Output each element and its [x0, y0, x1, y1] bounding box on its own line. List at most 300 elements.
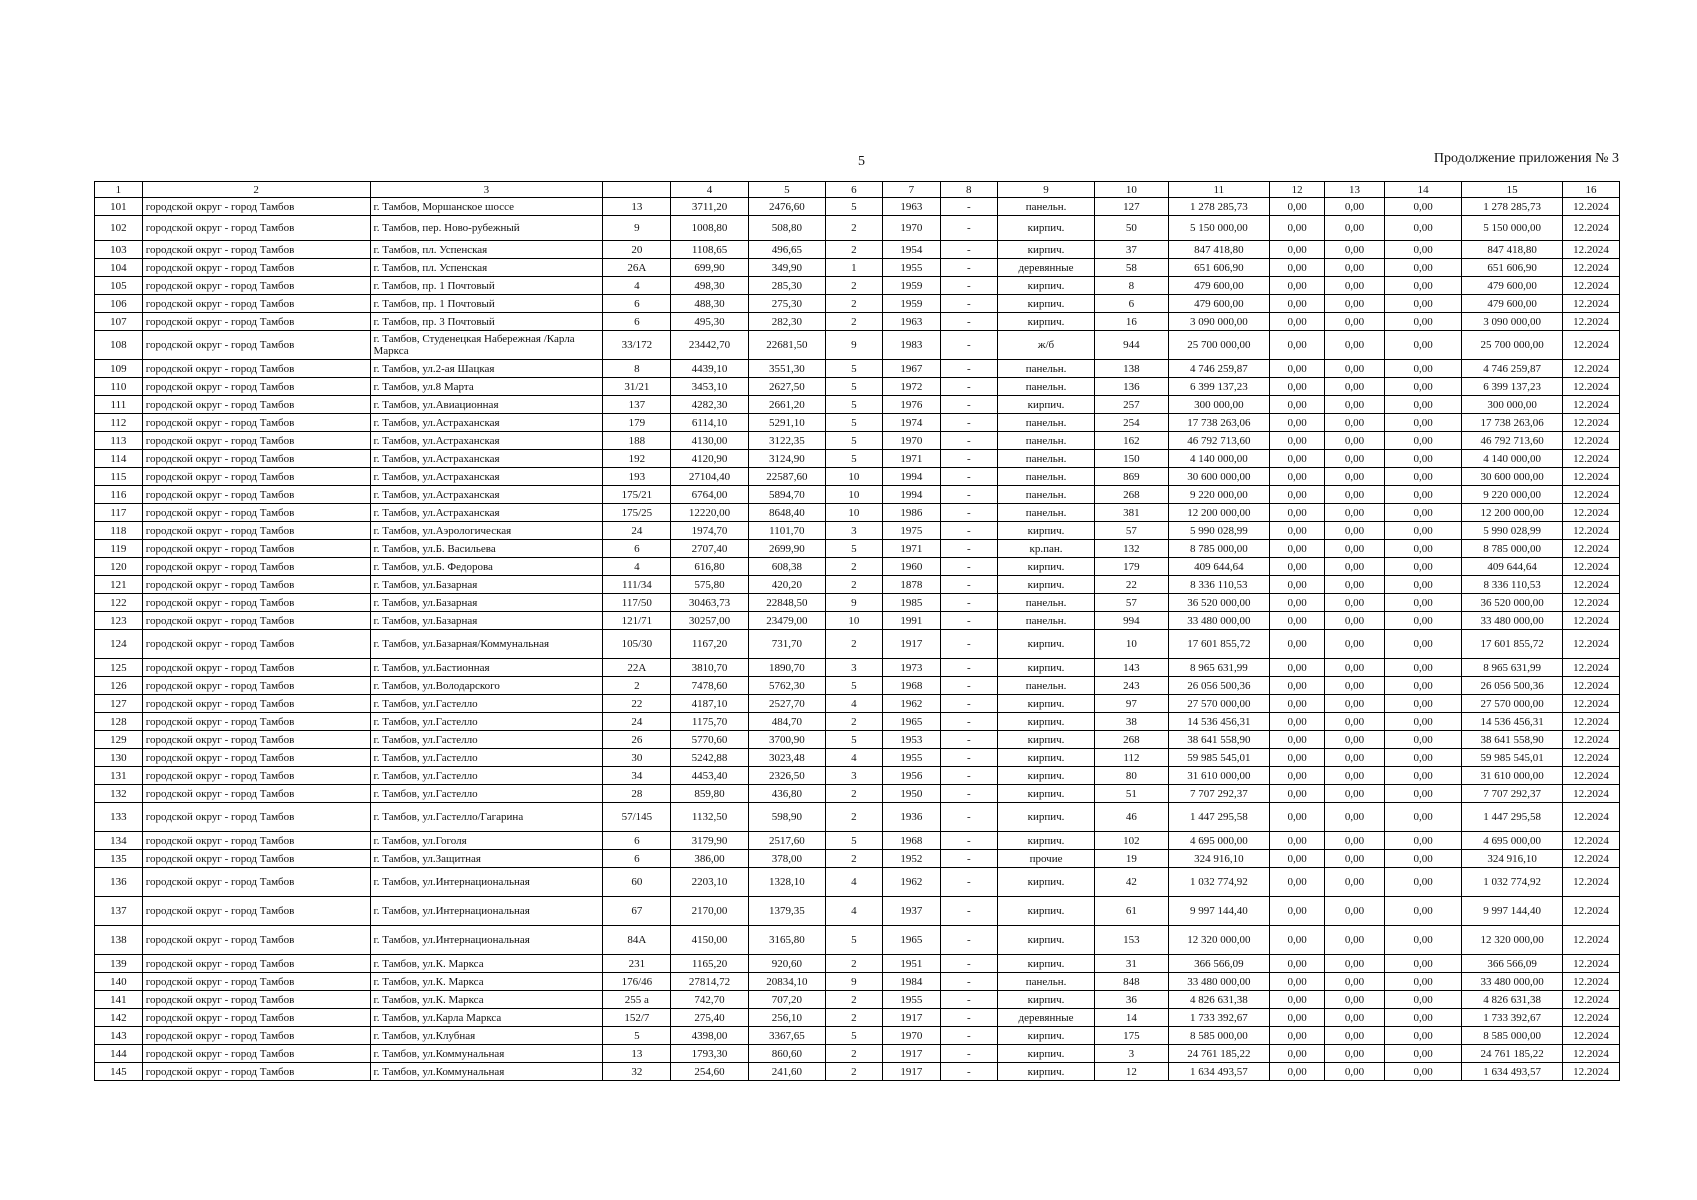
table-cell: - — [940, 594, 997, 612]
table-cell: 0,00 — [1385, 576, 1462, 594]
table-cell: 0,00 — [1385, 630, 1462, 659]
table-cell: - — [940, 713, 997, 731]
table-cell: 1971 — [882, 540, 940, 558]
table-cell: 0,00 — [1270, 1009, 1325, 1027]
table-cell: г. Тамбов, ул.Базарная — [370, 612, 603, 630]
table-cell: 1974,70 — [671, 522, 748, 540]
table-cell: 0,00 — [1270, 396, 1325, 414]
table-cell: г. Тамбов, ул.Астраханская — [370, 432, 603, 450]
table-cell: кирпич. — [997, 803, 1095, 832]
table-cell: 119 — [95, 540, 143, 558]
table-cell: 8 — [603, 360, 671, 378]
table-cell: 0,00 — [1325, 468, 1385, 486]
table-cell: 12 320 000,00 — [1462, 926, 1563, 955]
table-cell: - — [940, 991, 997, 1009]
table-cell: 409 644,64 — [1168, 558, 1270, 576]
table-cell: 0,00 — [1325, 522, 1385, 540]
table-cell: 12.2024 — [1562, 216, 1619, 241]
table-cell: 0,00 — [1385, 504, 1462, 522]
table-cell: кирпич. — [997, 767, 1095, 785]
table-cell: 12.2024 — [1562, 785, 1619, 803]
table-cell: 12.2024 — [1562, 695, 1619, 713]
table-cell: - — [940, 630, 997, 659]
table-cell: 3711,20 — [671, 198, 748, 216]
table-cell: 10 — [825, 612, 882, 630]
table-cell: 994 — [1095, 612, 1168, 630]
table-cell: 0,00 — [1385, 850, 1462, 868]
table-cell: 179 — [603, 414, 671, 432]
table-cell: панельн. — [997, 973, 1095, 991]
table-cell: 2707,40 — [671, 540, 748, 558]
table-cell: 479 600,00 — [1168, 295, 1270, 313]
table-cell: 6 — [603, 832, 671, 850]
table-cell: 1994 — [882, 468, 940, 486]
table-cell: 17 738 263,06 — [1462, 414, 1563, 432]
table-cell: 12.2024 — [1562, 241, 1619, 259]
table-cell: 0,00 — [1270, 414, 1325, 432]
housing-register-table — [94, 181, 1620, 1081]
header-cell — [603, 182, 671, 198]
table-cell: 17 601 855,72 — [1462, 630, 1563, 659]
table-row — [95, 630, 1620, 659]
table-cell: 12.2024 — [1562, 360, 1619, 378]
table-cell: панельн. — [997, 612, 1095, 630]
table-cell: 0,00 — [1270, 767, 1325, 785]
table-cell: г. Тамбов, ул.Астраханская — [370, 414, 603, 432]
table-cell: 129 — [95, 731, 143, 749]
table-cell: - — [940, 695, 997, 713]
table-cell: 33 480 000,00 — [1168, 612, 1270, 630]
table-cell: 1101,70 — [748, 522, 825, 540]
table-cell: 31 610 000,00 — [1462, 767, 1563, 785]
table-cell: 0,00 — [1325, 241, 1385, 259]
table-row — [95, 803, 1620, 832]
table-cell: 25 700 000,00 — [1168, 331, 1270, 360]
table-cell: 0,00 — [1270, 594, 1325, 612]
table-cell: 847 418,80 — [1462, 241, 1563, 259]
table-cell: 14 — [1095, 1009, 1168, 1027]
table-cell: 0,00 — [1325, 991, 1385, 1009]
table-cell: 5 — [825, 360, 882, 378]
table-cell: г. Тамбов, ул.Б. Федорова — [370, 558, 603, 576]
table-cell: 38 641 558,90 — [1462, 731, 1563, 749]
table-cell: 108 — [95, 331, 143, 360]
table-cell: - — [940, 259, 997, 277]
table-cell: 57/145 — [603, 803, 671, 832]
table-cell: 12.2024 — [1562, 713, 1619, 731]
table-cell: 1937 — [882, 897, 940, 926]
table-cell: - — [940, 414, 997, 432]
table-cell: городской округ - город Тамбов — [142, 749, 370, 767]
table-cell: 26 — [603, 731, 671, 749]
table-cell: 12.2024 — [1562, 468, 1619, 486]
table-cell: 0,00 — [1270, 973, 1325, 991]
table-cell: 282,30 — [748, 313, 825, 331]
table-cell: панельн. — [997, 468, 1095, 486]
table-row — [95, 486, 1620, 504]
table-cell: 3 — [825, 522, 882, 540]
table-cell: 1917 — [882, 1009, 940, 1027]
table-cell: кр.пан. — [997, 540, 1095, 558]
table-cell: городской округ - город Тамбов — [142, 1045, 370, 1063]
table-cell: 0,00 — [1270, 695, 1325, 713]
table-cell: панельн. — [997, 594, 1095, 612]
table-cell: 409 644,64 — [1462, 558, 1563, 576]
table-cell: городской округ - город Тамбов — [142, 558, 370, 576]
table-cell: - — [940, 612, 997, 630]
table-cell: 8 336 110,53 — [1462, 576, 1563, 594]
table-cell: г. Тамбов, ул.2-ая Шацкая — [370, 360, 603, 378]
table-cell: 0,00 — [1325, 432, 1385, 450]
header-cell: 10 — [1095, 182, 1168, 198]
table-cell: 1950 — [882, 785, 940, 803]
table-cell: 38 641 558,90 — [1168, 731, 1270, 749]
table-cell: 12.2024 — [1562, 378, 1619, 396]
table-cell: 1132,50 — [671, 803, 748, 832]
table-cell: 110 — [95, 378, 143, 396]
table-cell: городской округ - город Тамбов — [142, 486, 370, 504]
table-cell: 12.2024 — [1562, 767, 1619, 785]
table-cell: 0,00 — [1325, 612, 1385, 630]
table-cell: 1951 — [882, 955, 940, 973]
table-cell: 1328,10 — [748, 868, 825, 897]
table-cell: 12 — [1095, 1063, 1168, 1081]
table-cell: 1917 — [882, 1045, 940, 1063]
table-row — [95, 540, 1620, 558]
table-cell: 6764,00 — [671, 486, 748, 504]
table-cell: 0,00 — [1270, 630, 1325, 659]
table-cell: 192 — [603, 450, 671, 468]
table-cell: г. Тамбов, ул.Гастелло/Гагарина — [370, 803, 603, 832]
table-cell: - — [940, 1009, 997, 1027]
table-cell: 175 — [1095, 1027, 1168, 1045]
table-cell: кирпич. — [997, 695, 1095, 713]
table-cell: 1379,35 — [748, 897, 825, 926]
table-cell: 0,00 — [1325, 749, 1385, 767]
table-cell: 0,00 — [1270, 313, 1325, 331]
table-cell: кирпич. — [997, 991, 1095, 1009]
table-cell: 111 — [95, 396, 143, 414]
table-cell: 141 — [95, 991, 143, 1009]
table-cell: 1984 — [882, 973, 940, 991]
table-cell: г. Тамбов, ул.Гастелло — [370, 713, 603, 731]
table-cell: 5894,70 — [748, 486, 825, 504]
table-cell: 4 — [603, 277, 671, 295]
table-cell: 0,00 — [1385, 713, 1462, 731]
table-cell: 112 — [1095, 749, 1168, 767]
table-cell: 4 826 631,38 — [1168, 991, 1270, 1009]
table-cell: 13 — [603, 1045, 671, 1063]
table-cell: 30257,00 — [671, 612, 748, 630]
table-cell: 136 — [95, 868, 143, 897]
table-cell: 231 — [603, 955, 671, 973]
table-cell: 1963 — [882, 313, 940, 331]
table-cell: 12.2024 — [1562, 1063, 1619, 1081]
table-cell: панельн. — [997, 504, 1095, 522]
table-cell: 24 761 185,22 — [1168, 1045, 1270, 1063]
table-cell: 5 990 028,99 — [1462, 522, 1563, 540]
table-cell: городской округ - город Тамбов — [142, 313, 370, 331]
table-cell: 84А — [603, 926, 671, 955]
table-cell: 4453,40 — [671, 767, 748, 785]
table-cell: городской округ - город Тамбов — [142, 295, 370, 313]
table-cell: городской округ - город Тамбов — [142, 576, 370, 594]
table-cell: г. Тамбов, ул.Астраханская — [370, 504, 603, 522]
table-cell: 1983 — [882, 331, 940, 360]
table-cell: 0,00 — [1325, 594, 1385, 612]
table-cell: городской округ - город Тамбов — [142, 396, 370, 414]
table-cell: 31 — [1095, 955, 1168, 973]
table-row — [95, 832, 1620, 850]
table-cell: 0,00 — [1325, 540, 1385, 558]
table-cell: 268 — [1095, 486, 1168, 504]
table-cell: г. Тамбов, ул.Авиационная — [370, 396, 603, 414]
table-cell: городской округ - город Тамбов — [142, 926, 370, 955]
table-cell: г. Тамбов, ул.Гоголя — [370, 832, 603, 850]
table-cell: 31/21 — [603, 378, 671, 396]
table-cell: 0,00 — [1325, 630, 1385, 659]
table-cell: 5 — [825, 1027, 882, 1045]
table-cell: - — [940, 450, 997, 468]
table-cell: 13 — [603, 198, 671, 216]
table-cell: 140 — [95, 973, 143, 991]
table-cell: 1 278 285,73 — [1462, 198, 1563, 216]
table-cell: 12.2024 — [1562, 630, 1619, 659]
table-cell: 120 — [95, 558, 143, 576]
table-cell: 12.2024 — [1562, 594, 1619, 612]
table-cell: 0,00 — [1270, 1027, 1325, 1045]
table-cell: 131 — [95, 767, 143, 785]
table-cell: 10 — [825, 504, 882, 522]
table-cell: 0,00 — [1385, 659, 1462, 677]
table-cell: 109 — [95, 360, 143, 378]
table-cell: 61 — [1095, 897, 1168, 926]
table-cell: 12.2024 — [1562, 731, 1619, 749]
table-cell: городской округ - город Тамбов — [142, 991, 370, 1009]
table-cell: 3023,48 — [748, 749, 825, 767]
table-cell: 3453,10 — [671, 378, 748, 396]
table-cell: кирпич. — [997, 955, 1095, 973]
table-cell: 5 — [825, 450, 882, 468]
table-cell: г. Тамбов, ул.Гастелло — [370, 749, 603, 767]
table-cell: 134 — [95, 832, 143, 850]
table-cell: кирпич. — [997, 731, 1095, 749]
table-cell: 135 — [95, 850, 143, 868]
table-cell: 0,00 — [1270, 926, 1325, 955]
table-cell: 12.2024 — [1562, 973, 1619, 991]
table-cell: 2476,60 — [748, 198, 825, 216]
table-cell: 1917 — [882, 1063, 940, 1081]
table-cell: 436,80 — [748, 785, 825, 803]
table-cell: городской округ - город Тамбов — [142, 832, 370, 850]
table-cell: 116 — [95, 486, 143, 504]
table-cell: 12.2024 — [1562, 504, 1619, 522]
table-cell: 0,00 — [1325, 450, 1385, 468]
table-cell: городской округ - город Тамбов — [142, 767, 370, 785]
table-cell: 14 536 456,31 — [1462, 713, 1563, 731]
table-cell: 0,00 — [1385, 540, 1462, 558]
table-cell: 0,00 — [1325, 1063, 1385, 1081]
table-cell: городской округ - город Тамбов — [142, 1027, 370, 1045]
table-cell: городской округ - город Тамбов — [142, 522, 370, 540]
header-cell: 15 — [1462, 182, 1563, 198]
table-row — [95, 414, 1620, 432]
table-cell: 0,00 — [1325, 868, 1385, 897]
table-cell: 12.2024 — [1562, 677, 1619, 695]
table-cell: 8 785 000,00 — [1168, 540, 1270, 558]
table-cell: 0,00 — [1385, 558, 1462, 576]
table-cell: 324 916,10 — [1462, 850, 1563, 868]
table-cell: 0,00 — [1325, 414, 1385, 432]
table-cell: 27 570 000,00 — [1168, 695, 1270, 713]
table-cell: - — [940, 677, 997, 695]
table-cell: 0,00 — [1325, 378, 1385, 396]
table-cell: 1 278 285,73 — [1168, 198, 1270, 216]
table-cell: 0,00 — [1385, 259, 1462, 277]
table-cell: 0,00 — [1270, 612, 1325, 630]
table-cell: 26 056 500,36 — [1168, 677, 1270, 695]
table-cell: 4 140 000,00 — [1168, 450, 1270, 468]
table-cell: - — [940, 360, 997, 378]
table-cell: 0,00 — [1325, 1027, 1385, 1045]
table-cell: 0,00 — [1270, 850, 1325, 868]
table-cell: 0,00 — [1325, 695, 1385, 713]
table-row — [95, 731, 1620, 749]
table-cell: 4 826 631,38 — [1462, 991, 1563, 1009]
table-cell: - — [940, 1027, 997, 1045]
table-cell: 12.2024 — [1562, 659, 1619, 677]
header-row — [95, 182, 1620, 198]
table-row — [95, 360, 1620, 378]
table-cell: 0,00 — [1325, 259, 1385, 277]
table-cell: 2517,60 — [748, 832, 825, 850]
table-cell: - — [940, 540, 997, 558]
table-cell: 0,00 — [1270, 558, 1325, 576]
table-cell: 12.2024 — [1562, 991, 1619, 1009]
table-cell: г. Тамбов, ул.Интернациональная — [370, 926, 603, 955]
table-cell: г. Тамбов, ул.Защитная — [370, 850, 603, 868]
table-cell: 484,70 — [748, 713, 825, 731]
table-cell: 14 536 456,31 — [1168, 713, 1270, 731]
table-cell: 30 600 000,00 — [1168, 468, 1270, 486]
table-cell: 0,00 — [1270, 1045, 1325, 1063]
table-cell: городской округ - город Тамбов — [142, 713, 370, 731]
table-cell: 114 — [95, 450, 143, 468]
table-cell: 0,00 — [1270, 897, 1325, 926]
table-cell: кирпич. — [997, 868, 1095, 897]
table-cell: 8 785 000,00 — [1462, 540, 1563, 558]
table-cell: 33 480 000,00 — [1168, 973, 1270, 991]
table-cell: городской округ - город Тамбов — [142, 378, 370, 396]
table-cell: 102 — [95, 216, 143, 241]
table-cell: панельн. — [997, 486, 1095, 504]
table-cell: 1967 — [882, 360, 940, 378]
table-cell: 0,00 — [1270, 955, 1325, 973]
table-cell: 1955 — [882, 749, 940, 767]
table-row — [95, 594, 1620, 612]
table-cell: 5 990 028,99 — [1168, 522, 1270, 540]
table-cell: 5 — [825, 378, 882, 396]
header-cell: 11 — [1168, 182, 1270, 198]
table-cell: 5 — [603, 1027, 671, 1045]
table-cell: 12.2024 — [1562, 868, 1619, 897]
table-cell: 16 — [1095, 313, 1168, 331]
table-cell: 59 985 545,01 — [1168, 749, 1270, 767]
table-cell: городской округ - город Тамбов — [142, 468, 370, 486]
table-cell: 130 — [95, 749, 143, 767]
table-cell: 847 418,80 — [1168, 241, 1270, 259]
table-cell: 124 — [95, 630, 143, 659]
table-cell: 5 — [825, 414, 882, 432]
table-cell: - — [940, 955, 997, 973]
table-cell: 1953 — [882, 731, 940, 749]
table-cell: панельн. — [997, 360, 1095, 378]
table-cell: 0,00 — [1325, 198, 1385, 216]
table-cell: городской округ - город Тамбов — [142, 540, 370, 558]
table-cell: городской округ - город Тамбов — [142, 659, 370, 677]
table-cell: 106 — [95, 295, 143, 313]
table-cell: 0,00 — [1325, 973, 1385, 991]
table-cell: - — [940, 558, 997, 576]
header-cell: 4 — [671, 182, 748, 198]
header-cell: 9 — [997, 182, 1095, 198]
table-cell: 324 916,10 — [1168, 850, 1270, 868]
table-cell: - — [940, 897, 997, 926]
table-cell: 8 965 631,99 — [1462, 659, 1563, 677]
table-cell: 80 — [1095, 767, 1168, 785]
table-cell: 1952 — [882, 850, 940, 868]
table-row — [95, 612, 1620, 630]
table-cell: 707,20 — [748, 991, 825, 1009]
table-cell: 22 — [603, 695, 671, 713]
table-row — [95, 468, 1620, 486]
table-cell: 0,00 — [1385, 486, 1462, 504]
table-cell: 67 — [603, 897, 671, 926]
table-cell: 0,00 — [1325, 216, 1385, 241]
table-cell: 5291,10 — [748, 414, 825, 432]
table-cell: 7 707 292,37 — [1168, 785, 1270, 803]
table-cell: 0,00 — [1385, 695, 1462, 713]
table-cell: 127 — [95, 695, 143, 713]
table-cell: г. Тамбов, ул.Гастелло — [370, 731, 603, 749]
table-cell: 366 566,09 — [1168, 955, 1270, 973]
table-cell: 59 985 545,01 — [1462, 749, 1563, 767]
table-cell: 105/30 — [603, 630, 671, 659]
table-cell: 5242,88 — [671, 749, 748, 767]
table-cell: 1165,20 — [671, 955, 748, 973]
table-cell: 12.2024 — [1562, 955, 1619, 973]
table-cell: 105 — [95, 277, 143, 295]
table-cell: 22 — [1095, 576, 1168, 594]
table-cell: 12220,00 — [671, 504, 748, 522]
table-cell: - — [940, 576, 997, 594]
table-cell: 113 — [95, 432, 143, 450]
table-cell: 2 — [825, 850, 882, 868]
table-cell: 3367,65 — [748, 1027, 825, 1045]
table-cell: 386,00 — [671, 850, 748, 868]
table-cell: 0,00 — [1385, 803, 1462, 832]
table-row — [95, 331, 1620, 360]
table-cell: 0,00 — [1325, 850, 1385, 868]
table-cell: 51 — [1095, 785, 1168, 803]
table-cell: 1962 — [882, 695, 940, 713]
table-cell: - — [940, 926, 997, 955]
table-cell: 4 140 000,00 — [1462, 450, 1563, 468]
table-cell: 1965 — [882, 926, 940, 955]
table-cell: 12.2024 — [1562, 277, 1619, 295]
table-row — [95, 767, 1620, 785]
table-cell: 0,00 — [1270, 731, 1325, 749]
